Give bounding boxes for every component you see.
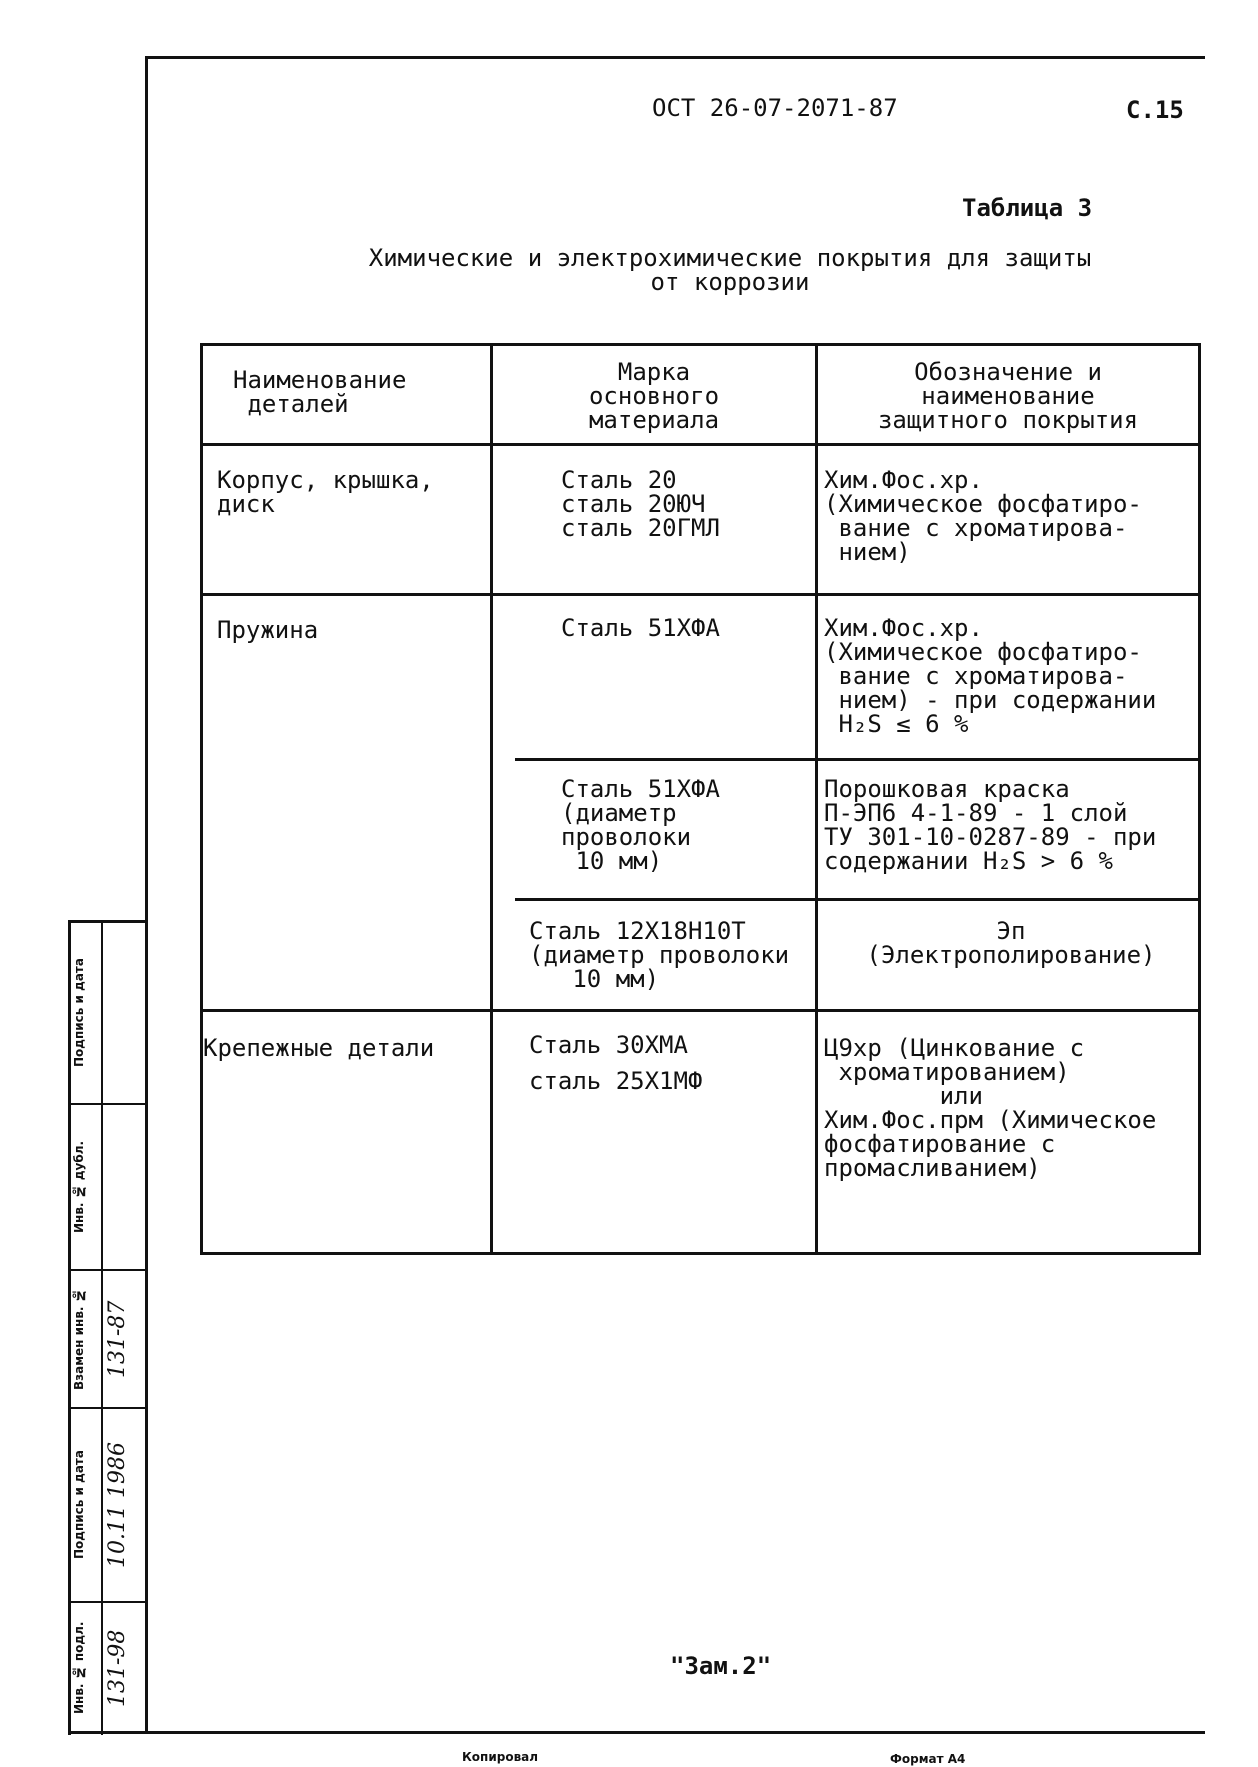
- revision-stamp: [68, 920, 147, 1735]
- standard-number: ОСТ 26-07-2071-87: [652, 94, 898, 122]
- header-coating: Обозначение и наименование защитного покрытия: [817, 345, 1200, 445]
- title-line-1: Химические и электрохимические покрытия для защиты: [368, 244, 1092, 272]
- material-cell: Сталь 51ХФА: [493, 596, 818, 758]
- table-row: [202, 595, 1200, 1011]
- coating-cell: Ц9хр (Цинкование с хроматированием) или Хим.Фос.прм (Химическое фосфатирование с промасливанием): [817, 1011, 1200, 1254]
- header-part: Наименование деталей: [202, 345, 492, 445]
- table-header-row: [202, 345, 1200, 445]
- part-cell: Пружина: [202, 595, 492, 1011]
- header-material: Марка основного материала: [492, 345, 817, 445]
- format-label: Формат А4: [890, 1752, 966, 1766]
- part-cell: Корпус, крышка, диск: [202, 445, 492, 595]
- spring-subrows: [492, 595, 1200, 1011]
- stamp-label: Подпись и дата: [72, 958, 86, 1068]
- coating-cell: Хим.Фос.хр. (Химическое фосфатиро- вание с хроматирова- нием): [817, 445, 1200, 595]
- material-cell: Сталь 51ХФА (диаметр проволоки 10 мм): [515, 761, 818, 898]
- stamp-label: Инв. № дубл.: [72, 1140, 86, 1234]
- coatings-table: [200, 343, 1201, 1255]
- sub-row: [493, 596, 1198, 758]
- material-cell: Сталь 30ХМА сталь 25Х1МФ: [492, 1011, 817, 1254]
- change-note: "Зам.2": [670, 1652, 772, 1680]
- table-row: [202, 1011, 1200, 1254]
- frame-top-border: [145, 56, 1205, 59]
- coating-cell: Эп (Электрополирование): [866, 917, 1156, 969]
- stamp-value: 131-98: [105, 1629, 130, 1707]
- stamp-label: Подпись и дата: [72, 1450, 86, 1560]
- stamp-signature: 10.11 1986: [105, 1442, 130, 1568]
- stamp-value: 131-87: [105, 1300, 130, 1378]
- material-cell: Сталь 12Х18Н10Т (диаметр проволоки 10 мм): [515, 901, 818, 1009]
- part-cell: Крепежные детали: [202, 1011, 492, 1254]
- sub-row: [515, 898, 1198, 1009]
- table-label: Таблица 3: [962, 194, 1093, 222]
- material-cell: Сталь 20 сталь 20ЮЧ сталь 20ГМЛ: [492, 445, 817, 595]
- table-title: [300, 246, 1160, 294]
- sub-row: [515, 758, 1198, 898]
- stamp-label: Инв. № подл.: [72, 1621, 86, 1715]
- coating-cell: Хим.Фос.хр. (Химическое фосфатиро- вание с хроматирова- нием) - при содержании H₂S ≤ 6 %: [824, 614, 1157, 738]
- coating-cell: Порошковая краска П-ЭП6 4-1-89 - 1 слой ТУ 301-10-0287-89 - при содержании H₂S > 6 %: [824, 775, 1157, 875]
- title-line-2: от коррозии: [650, 268, 810, 296]
- table-row: [202, 445, 1200, 595]
- page-number: С.15: [1126, 96, 1184, 124]
- copied-by-label: Копировал: [462, 1750, 539, 1764]
- frame-bottom-border: [68, 1731, 1205, 1734]
- stamp-label: Взамен инв. №: [72, 1288, 86, 1390]
